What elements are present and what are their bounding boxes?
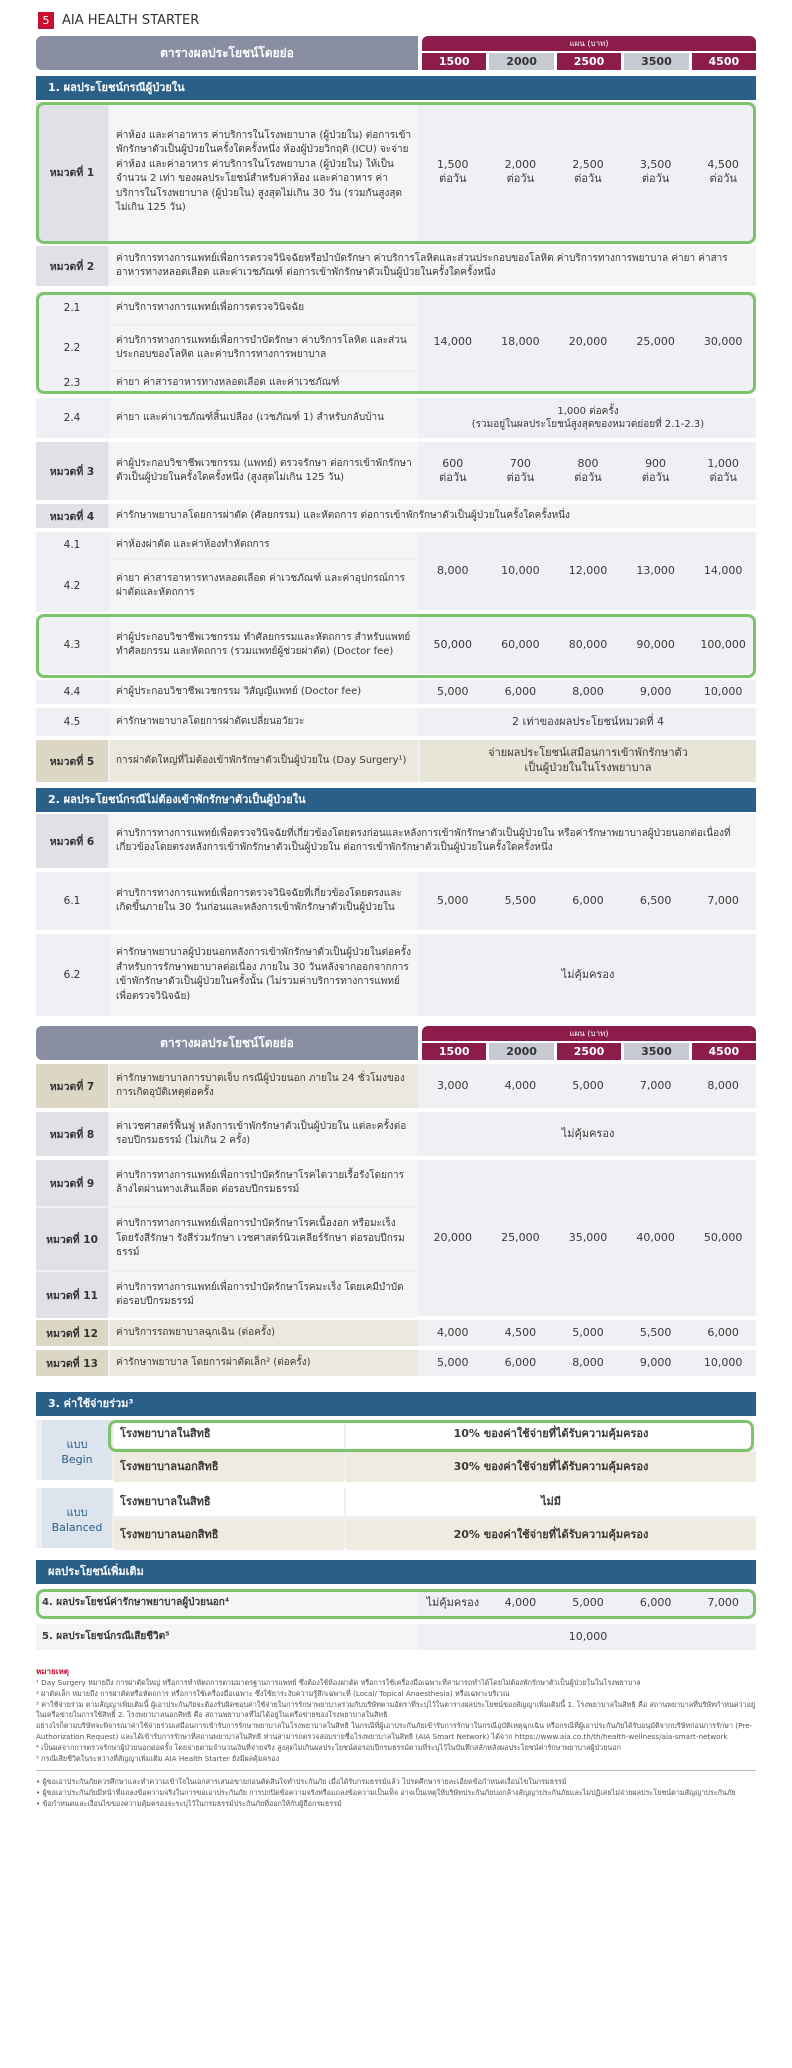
row-desc: ค่าบริการทางการแพทย์เพื่อตรวจวินิจฉัยที่เกี่ยวข้องโดยตรงก่อนและหลังการเข้าพักรักษาตัวเป็นผู้ป่วยใน หรือค่ารักษาพยาบาลผู้ป่วยนอกต่อเนื่องที่เกี่ยวข้องโดยตรงหลังการเข้าพักรักษาตัวเป็นผู้ป่วยใน ต่อการเข้าพักรักษาตัวเป็นผู้ป่วยในครั้งใดครั้งหนึ่ง [110, 814, 756, 868]
row-desc: ค่ารักษาพยาบาลโดยการผ่าตัดเปลี่ยนอวัยวะ [110, 708, 418, 736]
table-row [36, 1320, 756, 1348]
cell: 3,000 [420, 1064, 486, 1108]
cell: 5,000 [555, 1064, 621, 1108]
cell: 25,000 [623, 292, 689, 392]
copay-value: 10% ของค่าใช้จ่ายที่ได้รับความคุ้มครอง [346, 1420, 756, 1448]
table-row [36, 934, 756, 1018]
cell: 6,000 [488, 1350, 554, 1376]
cell: 1,500 ต่อวัน [420, 102, 486, 242]
row-desc: ค่าบริการทางการแพทย์เพื่อการบำบัดรักษาโรคเนื้องอก หรือมะเร็ง โดยรังสีรักษา รังสีร่วมรักษา เวชศาสตร์นิวเคลียร์รักษา ต่อรอบปีกรมธรรม์ [110, 1208, 418, 1270]
plan-label: แผน (บาท) [422, 36, 756, 51]
table-row [36, 246, 756, 288]
table-row [36, 740, 756, 784]
cell: 6,000 [623, 1590, 689, 1616]
cell: 7,000 [623, 1064, 689, 1108]
table-title: ตารางผลประโยชน์โดยย่อ [36, 36, 418, 70]
row-label: หมวดที่ 2 [36, 246, 108, 286]
table-row [36, 442, 756, 502]
table-row [36, 1112, 756, 1158]
copay-value: 30% ของค่าใช้จ่ายที่ได้รับความคุ้มครอง [346, 1452, 756, 1482]
cell: 10,000 [420, 1624, 756, 1650]
row-desc: ค่าห้องผ่าตัด และค่าห้องทำหัตถการ [110, 532, 418, 558]
cell: 5,500 [623, 1320, 689, 1346]
disclaimer: • ผู้ขอเอาประกันภัยควรศึกษาและทำความเข้าใจในเอกสารเสนอขายก่อนตัดสินใจทำประกันภัย เมื่อได้รับกรมธรรม์แล้ว โปรดศึกษารายละเอียดข้อกำหนดเงื่อนไขในกรมธรรม์ [36, 1777, 567, 1787]
row-label: หมวดที่ 12 [36, 1320, 108, 1346]
table-row [36, 1624, 756, 1652]
note: ³ ค่าใช้จ่ายร่วม ตามสัญญาเพิ่มเติมนี้ ผู้เอาประกันภัยจะต้องรับผิดชอบค่าใช้จ่ายในการรักษาพยาบาลร่วมกับบริษัทตามอัตราที่ระบุไว้ในตารางผลประโยชน์ของสัญญาเพิ่มเติมนี้ 1. โรงพยาบาลในสิทธิ คือ สถานพยาบาลที่บริษัทกำหนดว่าอยู่ในเครือข่ายในการใช้สิทธิ์ 2. โรงพยาบาลนอกสิทธิ คือ สถานพยาบาลที่ไม่ได้อยู่ในเครือข่ายของโรงพยาบาลในสิทธิ [36, 1699, 756, 1720]
section-copay: 3. ค่าใช้จ่ายร่วม³ [36, 1392, 756, 1416]
row-desc: ค่าบริการทางการแพทย์เพื่อการบำบัดรักษาโรคมะเร็ง โดยเคมีบำบัด ต่อรอบปีกรมธรรม์ [110, 1272, 418, 1318]
row-label: หมวดที่ 9 [36, 1160, 108, 1206]
plan-col: 2500 [557, 53, 621, 70]
cell: 8,000 [690, 1064, 756, 1108]
cell: ไม่คุ้มครอง [420, 1112, 756, 1156]
cell: 4,000 [488, 1590, 554, 1616]
cell: 5,000 [420, 872, 486, 930]
plan-columns [422, 53, 756, 70]
cell: 18,000 [488, 292, 554, 392]
row-desc: ค่ารักษาพยาบาลผู้ป่วยนอกหลังการเข้าพักรักษาตัวเป็นผู้ป่วยในต่อครั้ง สำหรับการรักษาพยาบาลต่อเนื่อง ภายใน 30 วันหลังจากออกจากการเข้าพักรักษาตัวเป็นผู้ป่วยในครั้งนั้น (ไม่รวมค่าบริการทางการแพทย์เพื่อตรวจวินิจฉัย) [110, 934, 418, 1016]
page-header [38, 12, 199, 29]
row-label: หมวดที่ 5 [36, 740, 108, 782]
cell: 35,000 [555, 1160, 621, 1316]
cell: 7,000 [690, 1590, 756, 1616]
plan-col: 3500 [624, 53, 688, 70]
cell: 5,000 [555, 1320, 621, 1346]
row-desc: ค่ารักษาพยาบาล โดยการผ่าตัดเล็ก² (ต่อครั้ง) [110, 1350, 418, 1376]
section-outpatient: 2. ผลประโยชน์กรณีไม่ต้องเข้าพักรักษาตัวเป็นผู้ป่วยใน [36, 788, 756, 812]
note: ¹ Day Surgery หมายถึง การผ่าตัดใหญ่ หรือการทำหัตถการตามมาตรฐานการแพทย์ ซึ่งต้องใช้ห้องผ่าตัด หรือการใช้เครื่องมือเฉพาะที่สามารถทำได้โดยไม่ต้องพักรักษาตัวเป็นผู้ป่วยในในโรงพยาบาล [36, 1678, 641, 1687]
row-label: 2.3 [36, 372, 108, 394]
plan-col: 4500 [692, 53, 756, 70]
row-desc: ค่าบริการทางการแพทย์เพื่อการตรวจวินิจฉัย [110, 292, 418, 324]
table-row-group [36, 1160, 756, 1318]
row-label: หมวดที่ 3 [36, 442, 108, 500]
row-label: 4.4 [36, 680, 108, 704]
row-desc: ค่าผู้ประกอบวิชาชีพเวชกรรม ทำศัลยกรรมและหัตถการ สำหรับแพทย์ทำศัลยกรรม และหัตถการ (รวมแพทย์ผู้ช่วยผ่าตัด) (Doctor fee) [110, 616, 418, 674]
table-row [36, 1590, 756, 1618]
table-row [36, 1350, 756, 1378]
copay-value: 20% ของค่าใช้จ่ายที่ได้รับความคุ้มครอง [346, 1520, 756, 1550]
cell: 13,000 [623, 532, 689, 610]
cell: 50,000 [420, 616, 486, 674]
cell: 14,000 [690, 532, 756, 610]
row-label: หมวดที่ 1 [36, 102, 108, 242]
row-label: 2.4 [36, 398, 108, 438]
row-label: หมวดที่ 6 [36, 814, 108, 868]
cell: 700 ต่อวัน [488, 442, 554, 500]
row-desc: ค่ายา และค่าเวชภัณฑ์สิ้นเปลือง (เวชภัณฑ์ 1) สำหรับกลับบ้าน [110, 398, 418, 438]
cell: 80,000 [555, 616, 621, 674]
cell: 12,000 [555, 532, 621, 610]
cell: 50,000 [690, 1160, 756, 1316]
cell: 20,000 [420, 1160, 486, 1316]
cell: 5,500 [488, 872, 554, 930]
cell: 6,500 [623, 872, 689, 930]
table-row [36, 504, 756, 530]
copay-plan-label: แบบ Balanced [42, 1488, 112, 1548]
cell: 6,000 [690, 1320, 756, 1346]
cell: 5,000 [420, 680, 486, 704]
cell: 4,000 [488, 1064, 554, 1108]
table-title: ตารางผลประโยชน์โดยย่อ [36, 1026, 418, 1060]
row-label: หมวดที่ 10 [36, 1208, 108, 1270]
cell: 14,000 [420, 292, 486, 392]
row-desc: ค่าบริการรถพยาบาลฉุกเฉิน (ต่อครั้ง) [110, 1320, 418, 1346]
cell: 3,500 ต่อวัน [623, 102, 689, 242]
row-desc: การผ่าตัดใหญ่ที่ไม่ต้องเข้าพักรักษาตัวเป็นผู้ป่วยใน (Day Surgery¹) [110, 740, 418, 782]
disclaimer: • ข้อกำหนดและเงื่อนไขของความคุ้มครองจะระบุไว้ในกรมธรรม์ประกันภัยที่ออกให้กับผู้ถือกรมธรรม์ [36, 1798, 342, 1808]
cell: 25,000 [488, 1160, 554, 1316]
table-row-group [36, 532, 756, 612]
page-title: AIA HEALTH STARTER [62, 13, 200, 28]
cell: 60,000 [488, 616, 554, 674]
cell: 2,000 ต่อวัน [488, 102, 554, 242]
cell: 20,000 [555, 292, 621, 392]
row-desc: ค่าผู้ประกอบวิชาชีพเวชกรรม (แพทย์) ตรวจรักษา ต่อการเข้าพักรักษาตัวเป็นผู้ป่วยในครั้งใดครั้งหนึ่ง (สูงสุดไม่เกิน 125 วัน) [110, 442, 418, 500]
cell: 9,000 [623, 1350, 689, 1376]
row-desc: ค่ายา ค่าสารอาหารทางหลอดเลือด และค่าเวชภัณฑ์ [110, 372, 418, 394]
row-desc: ค่ายา ค่าสารอาหารทางหลอดเลือด ค่าเวชภัณฑ์ และค่าอุปกรณ์การผ่าตัดและหัตถการ [110, 560, 418, 612]
hospital-type: โรงพยาบาลในสิทธิ [114, 1488, 344, 1516]
copay-value: ไม่มี [346, 1488, 756, 1516]
table-row [36, 398, 756, 440]
cell: 5,000 [420, 1350, 486, 1376]
cell: 800 ต่อวัน [555, 442, 621, 500]
plan-col: 2500 [557, 1043, 621, 1060]
note: ⁵ กรณีเสียชีวิตในระหว่างที่สัญญาเพิ่มเติม AIA Health Starter ยังมีผลคุ้มครอง [36, 1753, 280, 1763]
cell: 6,000 [555, 872, 621, 930]
row-label: 4.1 [36, 532, 108, 558]
row-label: 6.2 [36, 934, 108, 1016]
cell: 9,000 [623, 680, 689, 704]
cell: 5,000 [555, 1590, 621, 1616]
plan-col: 2000 [489, 53, 553, 70]
cell: ไม่คุ้มครอง [420, 934, 756, 1016]
plan-col: 4500 [692, 1043, 756, 1060]
cell: 7,000 [690, 872, 756, 930]
row-label: 6.1 [36, 872, 108, 930]
cell: 6,000 [488, 680, 554, 704]
row-label: หมวดที่ 11 [36, 1272, 108, 1318]
cell: 10,000 [488, 532, 554, 610]
table-header [36, 1026, 756, 1060]
row-desc: 4. ผลประโยชน์ค่ารักษาพยาบาลผู้ป่วยนอก⁴ [36, 1590, 418, 1616]
table-row [36, 814, 756, 870]
hospital-type: โรงพยาบาลนอกสิทธิ [114, 1520, 344, 1550]
copay-balanced [36, 1488, 756, 1550]
copay-begin [36, 1420, 756, 1482]
row-label: หมวดที่ 4 [36, 504, 108, 528]
cell: 30,000 [690, 292, 756, 392]
row-desc: ค่าผู้ประกอบวิชาชีพเวชกรรม วิสัญญีแพทย์ (Doctor fee) [110, 680, 418, 704]
cell: 8,000 [555, 680, 621, 704]
row-label: หมวดที่ 8 [36, 1112, 108, 1156]
table-row [36, 1064, 756, 1110]
cell: 8,000 [420, 532, 486, 610]
cell: ไม่คุ้มครอง [420, 1590, 486, 1616]
cell: 1,000 ต่อครั้ง (รวมอยู่ในผลประโยชน์สูงสุดของหมวดย่อยที่ 2.1-2.3) [420, 398, 756, 438]
row-desc: ค่ารักษาพยาบาลโดยการผ่าตัด (ศัลยกรรม) และหัตถการ ต่อการเข้าพักรักษาตัวเป็นผู้ป่วยในครั้งใดครั้งหนึ่ง [110, 504, 756, 528]
row-desc: ค่ารักษาพยาบาลการบาดเจ็บ กรณีผู้ป่วยนอก ภายใน 24 ชั่วโมงของการเกิดอุบัติเหตุต่อครั้ง [110, 1064, 418, 1108]
cell: จ่ายผลประโยชน์เสมือนการเข้าพักรักษาตัว เป็นผู้ป่วยในในโรงพยาบาล [420, 740, 756, 782]
divider [36, 1770, 756, 1771]
table-header [36, 36, 756, 70]
plan-col: 1500 [422, 1043, 486, 1060]
note: อย่างไรก็ตามบริษัทจะพิจารณาค่าใช้จ่ายร่วมเสมือนการเข้ารับการรักษาพยาบาลในโรงพยาบาลในสิทธิ ในกรณีที่ผู้เอาประกันภัยเข้ารับการรักษาในกรณีอุบัติเหตุฉุกเฉิน หรือกรณีที่ผู้เอาประกันภัยได้รับอนุมัติจากบริษัทก่อนการรักษา (Pre-Authorization Request) และได้เข้ารับการรักษาที่สถานพยาบาลในสิทธิ ท่านสามารถตรวจสอบรายชื่อโรงพยาบาลในสิทธิ (AIA Smart Network) ได้จาก https://www.aia.co.th/th/health-wellness/aia-smart-network [36, 1721, 753, 1741]
notes-heading: หมายเหตุ [36, 1667, 69, 1676]
cell: 1,000 ต่อวัน [690, 442, 756, 500]
cell: 100,000 [690, 616, 756, 674]
cell: 10,000 [690, 1350, 756, 1376]
cell: 2 เท่าของผลประโยชน์หมวดที่ 4 [420, 708, 756, 736]
row-label: หมวดที่ 7 [36, 1064, 108, 1108]
plan-columns [422, 1043, 756, 1060]
copay-plan-label: แบบ Begin [42, 1420, 112, 1480]
plan-col: 3500 [624, 1043, 688, 1060]
cell: 8,000 [555, 1350, 621, 1376]
row-desc: ค่าบริการทางการแพทย์เพื่อการบำบัดรักษาโรคไตวายเรื้อรังโดยการล้างไตผ่านทางเส้นเลือด ต่อรอบปีกรมธรรม์ [110, 1160, 418, 1206]
cell: 4,500 [488, 1320, 554, 1346]
cell: 900 ต่อวัน [623, 442, 689, 500]
footnotes [36, 1666, 756, 1810]
cell: 4,500 ต่อวัน [690, 102, 756, 242]
row-label: หมวดที่ 13 [36, 1350, 108, 1376]
disclaimer: • ผู้ขอเอาประกันภัยมีหน้าที่แถลงข้อความจริงในการขอเอาประกันภัย การปกปิดข้อความจริงหรือแถลงข้อความเป็นเท็จ อาจเป็นเหตุให้บริษัทประกันภัยบอกล้างสัญญาประกันภัยและไม่ปฏิเสธไม่จ่ายผลประโยชน์ตามสัญญาประกันภัย [36, 1788, 736, 1798]
row-desc: ค่าบริการทางการแพทย์เพื่อการตรวจวินิจฉัยที่เกี่ยวข้องโดยตรงและเกิดขึ้นภายใน 30 วันก่อนและหลังการเข้าพักรักษาตัวเป็นผู้ป่วยใน [110, 872, 418, 930]
cell: 600 ต่อวัน [420, 442, 486, 500]
cell: 10,000 [690, 680, 756, 704]
plan-label: แผน (บาท) [422, 1026, 756, 1041]
row-label: 4.2 [36, 560, 108, 612]
cell: 4,000 [420, 1320, 486, 1346]
cell: 90,000 [623, 616, 689, 674]
cell: 40,000 [623, 1160, 689, 1316]
table-row [36, 102, 756, 244]
row-desc: ค่าบริการทางการแพทย์เพื่อการบำบัดรักษา ค่าบริการโลหิต และส่วนประกอบของโลหิต และค่าบริการทางการพยาบาล [110, 326, 418, 370]
section-number: 5 [38, 12, 54, 29]
table-row [36, 708, 756, 738]
table-row-group [36, 292, 756, 394]
hospital-type: โรงพยาบาลนอกสิทธิ [114, 1452, 344, 1482]
row-label: 4.5 [36, 708, 108, 736]
row-label: 4.3 [36, 616, 108, 674]
table-row [36, 616, 756, 676]
row-desc: 5. ผลประโยชน์กรณีเสียชีวิต⁵ [36, 1624, 418, 1650]
row-label: 2.2 [36, 326, 108, 370]
note: ² ผ่าตัดเล็ก หมายถึง การผ่าตัดหรือหัตถการ หรือการใช้เครื่องมือเฉพาะ ซึ่งใช้ยาระงับความรู้สึกเฉพาะที่ (Local/ Topical Anaesthesia) หรือเฉพาะบริเวณ [36, 1688, 510, 1698]
note: ⁴ เป็นผลจากการตรวจรักษาผู้ป่วยนอกต่อครั้ง โดยจ่ายตามจำนวนเงินที่จ่ายจริง สูงสุดไม่เกินผลประโยชน์ต่อรอบปีกรมธรรม์ตามที่ระบุไว้ในบันทึกสลักหลังผลประโยชน์ค่ารักษาพยาบาลผู้ป่วยนอก [36, 1742, 622, 1752]
hospital-type: โรงพยาบาลในสิทธิ [114, 1420, 344, 1448]
row-desc: ค่าห้อง และค่าอาหาร ค่าบริการในโรงพยาบาล (ผู้ป่วยใน) ต่อการเข้าพักรักษาตัวเป็นผู้ป่วยในครั้งใดครั้งหนึ่ง ห้องผู้ป่วยวิกฤติ (ICU) จะจ่ายค่าห้อง และค่าอาหาร ค่าบริการในโรงพยาบาล (ผู้ป่วยใน) ให้เป็นจำนวน 2 เท่า ของผลประโยชน์สำหรับค่าห้อง และค่าอาหาร ค่าบริการในโรงพยาบาล (ผู้ป่วยใน) สูงสุดไม่เกิน 30 วัน (รวมกันสูงสุดไม่เกิน 125 วัน) [110, 102, 418, 242]
section-inpatient: 1. ผลประโยชน์กรณีผู้ป่วยใน [36, 76, 756, 100]
row-desc: ค่าบริการทางการแพทย์เพื่อการตรวจวินิจฉัยหรือบำบัดรักษา ค่าบริการโลหิตและส่วนประกอบของโลหิต ค่าบริการทางการพยาบาล ค่ายา ค่าสารอาหารทางหลอดเลือด และค่าเวชภัณฑ์ ต่อการเข้าพักรักษาตัวเป็นผู้ป่วยในครั้งใดครั้งหนึ่ง [110, 246, 756, 286]
table-row [36, 872, 756, 932]
row-desc: ค่าเวชศาสตร์ฟื้นฟู หลังการเข้าพักรักษาตัวเป็นผู้ป่วยใน แต่ละครั้งต่อรอบปีกรมธรรม์ (ไม่เกิน 2 ครั้ง) [110, 1112, 418, 1156]
plan-col: 2000 [489, 1043, 553, 1060]
plan-col: 1500 [422, 53, 486, 70]
cell: 2,500 ต่อวัน [555, 102, 621, 242]
row-label: 2.1 [36, 292, 108, 324]
table-row [36, 680, 756, 706]
section-extra: ผลประโยชน์เพิ่มเติม [36, 1560, 756, 1584]
